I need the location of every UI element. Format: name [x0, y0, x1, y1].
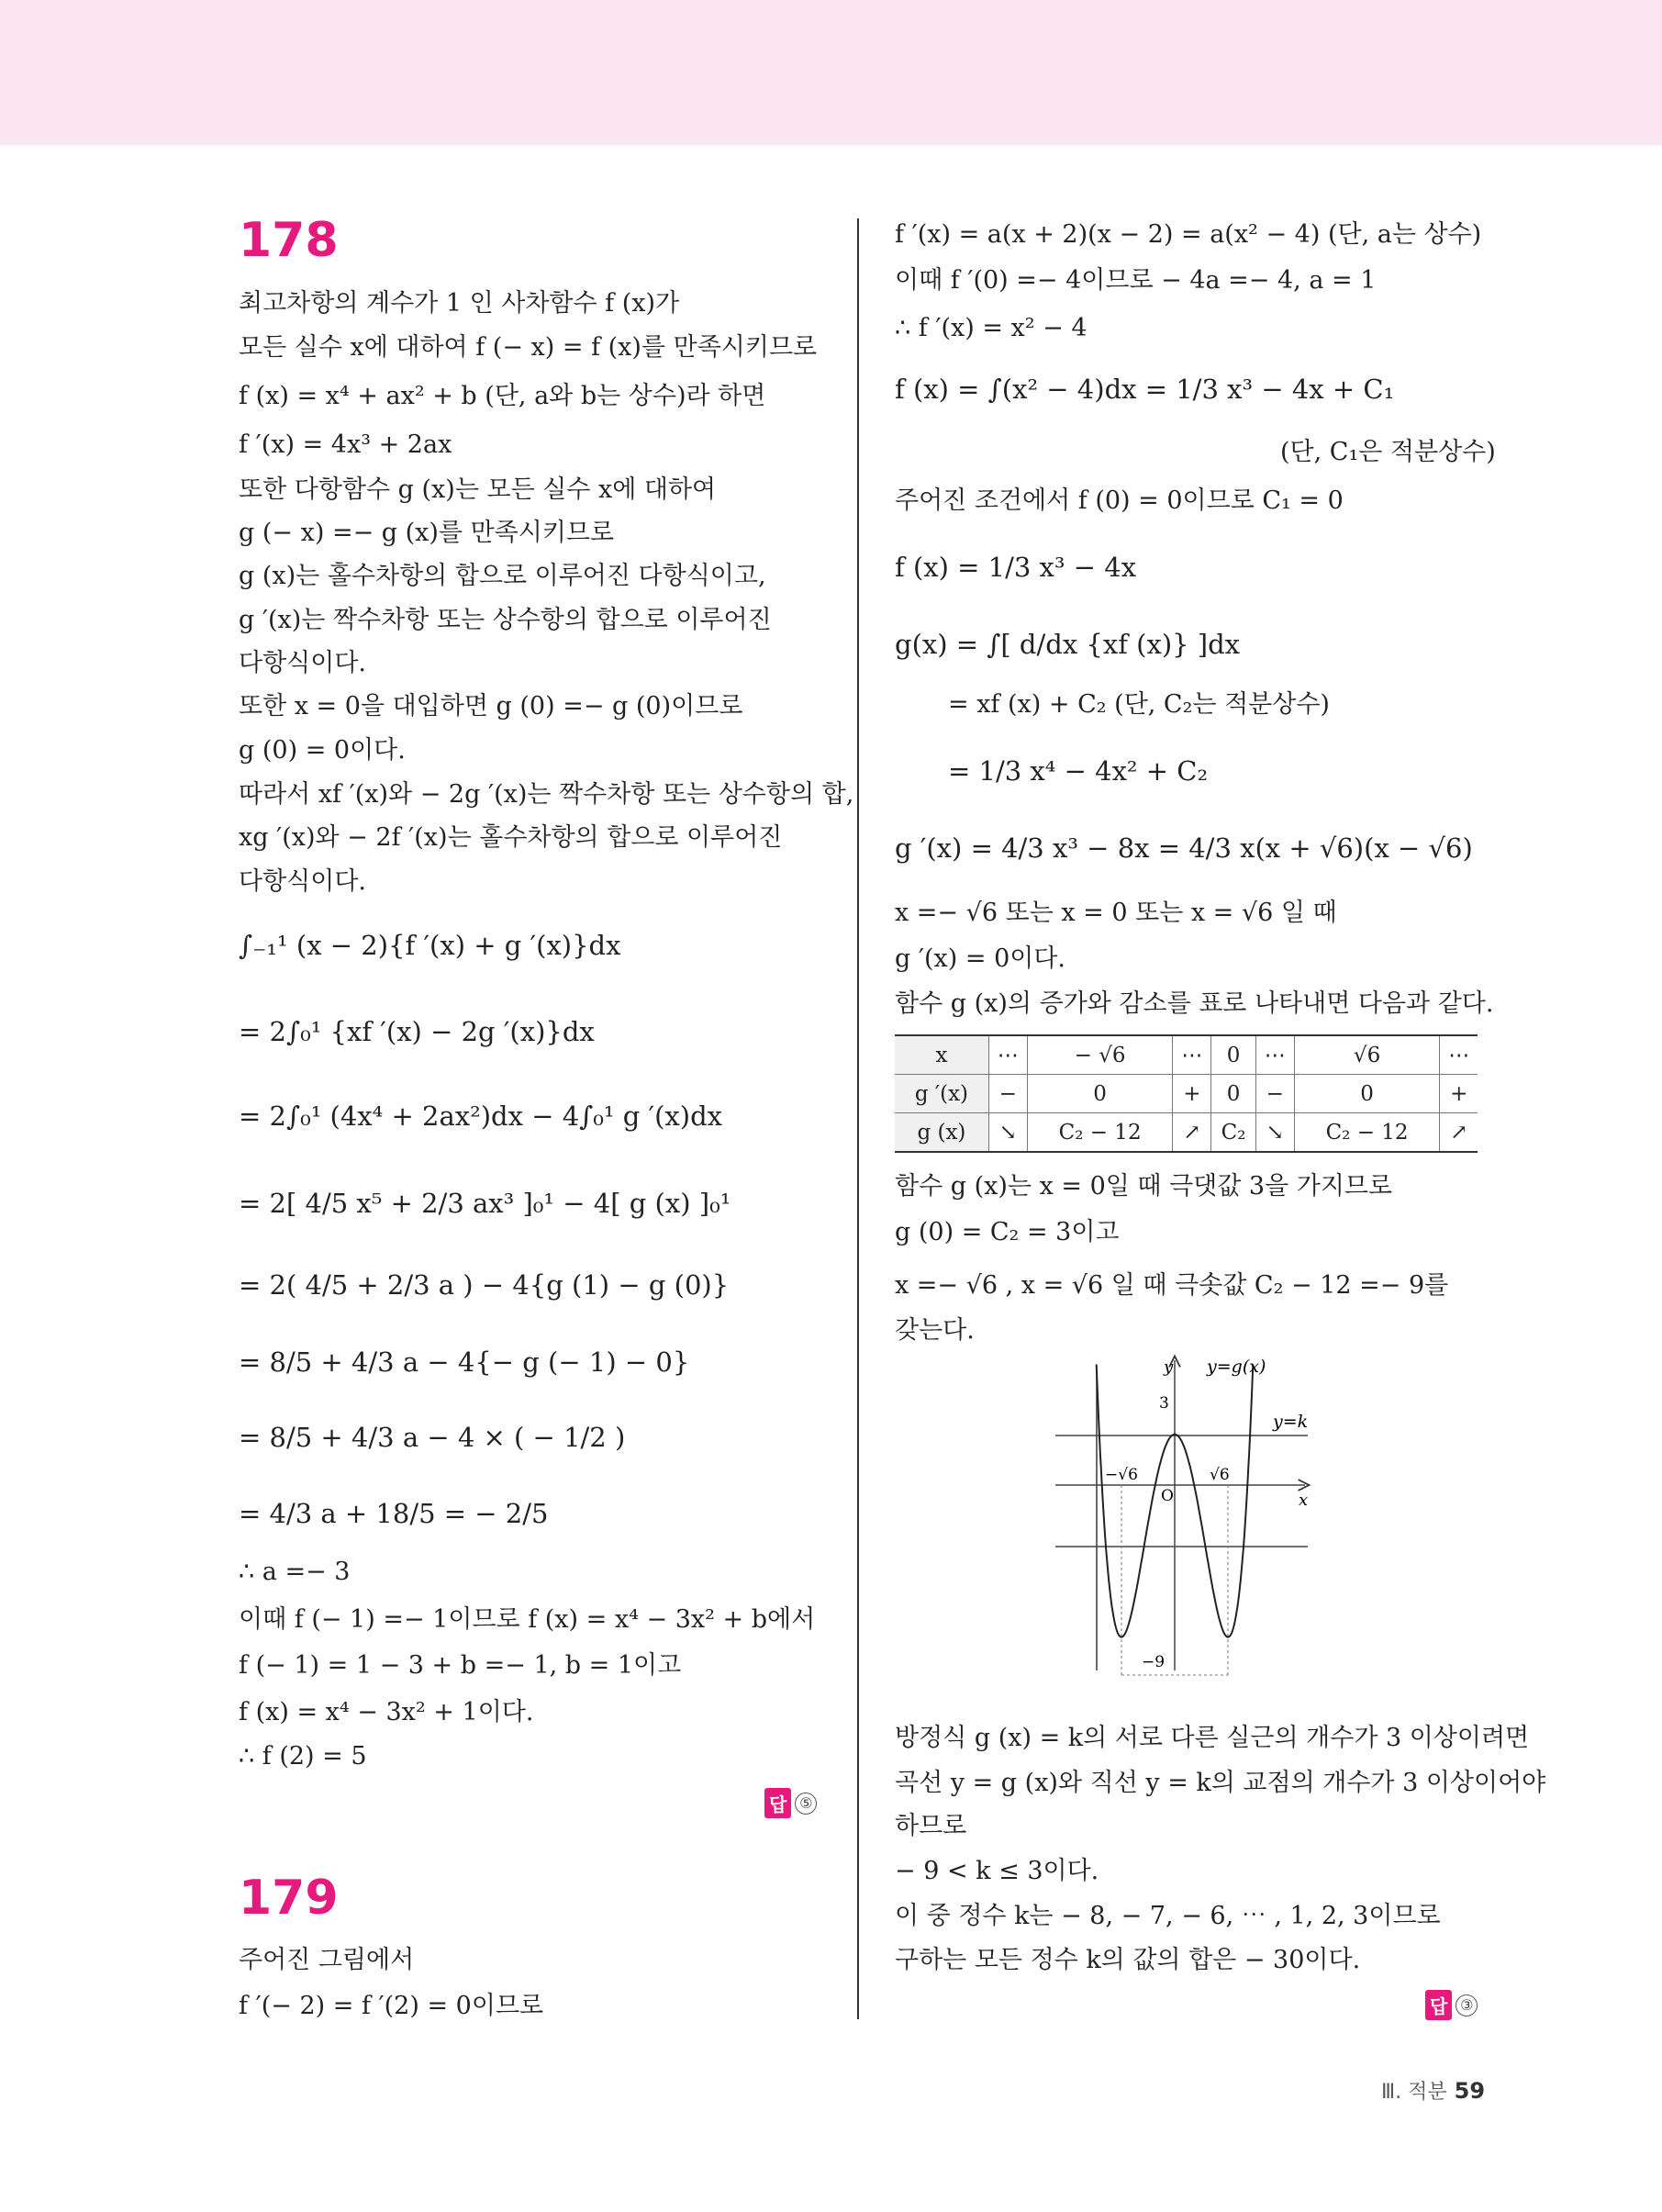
page-footer [1381, 2076, 1485, 2105]
x-axis-label: x [1299, 1491, 1309, 1510]
text-line: f ′(x) = a(x + 2)(x − 2) = a(x² − 4) (단, a는 상수) [895, 220, 1482, 249]
text-line: f (x) = x⁴ − 3x² + 1이다. [239, 1698, 534, 1726]
text-line: ∴ f ′(x) = x² − 4 [895, 314, 1088, 342]
text-line: f (x) = x⁴ + ax² + b (단, a와 b는 상수)라 하면 [239, 382, 766, 410]
table-cell: 0 [1027, 1075, 1173, 1113]
table-cell: ⋯ [1255, 1035, 1294, 1075]
equation-line: = 1/3 x⁴ − 4x² + C₂ [948, 755, 1209, 787]
answer-value: ⑤ [795, 1793, 817, 1815]
answer-badge: 답 [1425, 1990, 1452, 2020]
text-line: = xf (x) + C₂ (단, C₂는 적분상수) [948, 690, 1330, 719]
text-line: 모든 실수 x에 대하여 f (− x) = f (x)를 만족시키므로 [239, 333, 818, 362]
text-line: 따라서 xf ′(x)와 − 2g ′(x)는 짝수차항 또는 상수항의 합, [239, 780, 854, 809]
table-row [895, 1035, 1478, 1075]
function-graph [1046, 1354, 1322, 1684]
text-line: f (− 1) = 1 − 3 + b =− 1, b = 1이고 [239, 1651, 682, 1680]
equation-line: g(x) = ∫[ d/dx {xf (x)} ]dx [895, 629, 1241, 660]
problem-number-179: 179 [239, 1871, 339, 1926]
text-line: 갖는다. [895, 1316, 975, 1345]
text-line: g (− x) =− g (x)를 만족시키므로 [239, 519, 615, 547]
table-cell: − √6 [1027, 1035, 1173, 1075]
table-cell: g (x) [895, 1113, 988, 1153]
equation-line: f (x) = 1/3 x³ − 4x [895, 552, 1137, 583]
equation-line: = 8/5 + 4/3 a − 4{− g (− 1) − 0} [239, 1346, 690, 1378]
text-line: g ′(x)는 짝수차항 또는 상수항의 합으로 이루어진 [239, 606, 772, 634]
equation-line: = 8/5 + 4/3 a − 4 × ( − 1/2 ) [239, 1422, 626, 1453]
pos-root-label: √6 [1210, 1466, 1230, 1484]
table-cell: ⋯ [1173, 1035, 1211, 1075]
table-cell: ↘ [1255, 1113, 1294, 1153]
text-line: 다항식이다. [239, 867, 366, 896]
table-cell: 0 [1211, 1075, 1256, 1113]
equation-line: = 2∫₀¹ {xf ′(x) − 2g ′(x)}dx [239, 1016, 595, 1047]
text-line: ∴ f (2) = 5 [239, 1742, 367, 1771]
text-line: − 9 < k ≤ 3이다. [895, 1857, 1099, 1885]
table-cell: − [988, 1075, 1027, 1113]
text-line: 주어진 조건에서 f (0) = 0이므로 C₁ = 0 [895, 486, 1344, 515]
table-row [895, 1113, 1478, 1153]
text-line: g (0) = C₂ = 3이고 [895, 1218, 1120, 1246]
text-line: g (0) = 0이다. [239, 736, 406, 765]
text-line: 함수 g (x)의 증가와 감소를 표로 나타내면 다음과 같다. [895, 989, 1494, 1018]
equation-line: f (x) = ∫(x² − 4)dx = 1/3 x³ − 4x + C₁ [895, 374, 1395, 405]
text-line: x =− √6 , x = √6 일 때 극솟값 C₂ − 12 =− 9를 [895, 1271, 1449, 1300]
origin-label: O [1161, 1487, 1174, 1505]
text-line: f ′(x) = 4x³ + 2ax [239, 430, 452, 459]
table-cell: + [1173, 1075, 1211, 1113]
increase-decrease-table [895, 1034, 1478, 1153]
table-cell: √6 [1294, 1035, 1440, 1075]
max-label: 3 [1159, 1394, 1169, 1413]
equation-line: ∫₋₁¹ (x − 2){f ′(x) + g ′(x)}dx [239, 930, 621, 961]
text-line: ∴ a =− 3 [239, 1558, 351, 1586]
table-cell: ↗ [1440, 1113, 1478, 1153]
text-line: 이때 f (− 1) =− 1이므로 f (x) = x⁴ − 3x² + b에서 [239, 1605, 816, 1634]
text-line: 최고차항의 계수가 1 인 사차함수 f (x)가 [239, 289, 680, 318]
table-cell: 0 [1211, 1035, 1256, 1075]
line-label: y=k [1273, 1412, 1309, 1432]
text-line: (단, C₁은 적분상수) [1280, 438, 1496, 466]
equation-line: g ′(x) = 4/3 x³ − 8x = 4/3 x(x + √6)(x − √6) [895, 832, 1473, 864]
text-line: 주어진 그림에서 [239, 1946, 415, 1974]
text-line: f ′(− 2) = f ′(2) = 0이므로 [239, 1992, 544, 2020]
table-cell: x [895, 1035, 988, 1075]
text-line: 함수 g (x)는 x = 0일 때 극댓값 3을 가지므로 [895, 1172, 1393, 1201]
table-cell: 0 [1294, 1075, 1440, 1113]
table-cell: C₂ − 12 [1294, 1113, 1440, 1153]
text-line: 곡선 y = g (x)와 직선 y = k의 교점의 개수가 3 이상이어야 [895, 1769, 1546, 1797]
text-line: 또한 다항함수 g (x)는 모든 실수 x에 대하여 [239, 475, 717, 504]
table-cell: C₂ [1211, 1113, 1256, 1153]
text-line: 구하는 모든 정수 k의 값의 합은 − 30이다. [895, 1946, 1361, 1974]
text-line: 이때 f ′(0) =− 4이므로 − 4a =− 4, a = 1 [895, 266, 1377, 295]
neg-root-label: −√6 [1105, 1466, 1138, 1484]
table-cell: ↘ [988, 1113, 1027, 1153]
text-line: 다항식이다. [239, 649, 366, 677]
answer-value: ③ [1456, 1994, 1478, 2016]
table-cell: ↗ [1173, 1113, 1211, 1153]
problem-number-178: 178 [239, 213, 339, 268]
table-cell: ⋯ [1440, 1035, 1478, 1075]
table-cell: + [1440, 1075, 1478, 1113]
curve-label: y=g(x) [1207, 1357, 1266, 1377]
answer-178 [764, 1788, 817, 1818]
page-number: 59 [1454, 2078, 1486, 2104]
text-line: x =− √6 또는 x = 0 또는 x = √6 일 때 [895, 899, 1337, 927]
table-cell: ⋯ [988, 1035, 1027, 1075]
text-line: 하므로 [895, 1812, 967, 1840]
table-cell: − [1255, 1075, 1294, 1113]
column-divider [857, 218, 859, 2019]
answer-badge: 답 [764, 1788, 791, 1818]
table-cell: C₂ − 12 [1027, 1113, 1173, 1153]
equation-line: = 2( 4/5 + 2/3 a ) − 4{g (1) − g (0)} [239, 1269, 730, 1301]
footer-section: Ⅲ. 적분 [1381, 2081, 1447, 2104]
y-axis-label: y [1164, 1357, 1174, 1377]
equation-line: = 2[ 4/5 x⁵ + 2/3 ax³ ]₀¹ − 4[ g (x) ]₀¹ [239, 1188, 731, 1219]
table-cell: g ′(x) [895, 1075, 988, 1113]
answer-179 [1425, 1990, 1478, 2020]
table-row [895, 1075, 1478, 1113]
text-line: 또한 x = 0을 대입하면 g (0) =− g (0)이므로 [239, 692, 743, 721]
min-label: −9 [1142, 1653, 1166, 1671]
equation-line: = 2∫₀¹ (4x⁴ + 2ax²)dx − 4∫₀¹ g ′(x)dx [239, 1100, 723, 1132]
header-band [0, 0, 1662, 145]
text-line: 방정식 g (x) = k의 서로 다른 실근의 개수가 3 이상이려면 [895, 1724, 1530, 1752]
equation-line: = 4/3 a + 18/5 = − 2/5 [239, 1498, 549, 1529]
text-line: g ′(x) = 0이다. [895, 944, 1066, 973]
text-line: 이 중 정수 k는 − 8, − 7, − 6, ⋯ , 1, 2, 3이므로 [895, 1902, 1441, 1930]
text-line: xg ′(x)와 − 2f ′(x)는 홀수차항의 합으로 이루어진 [239, 823, 783, 852]
text-line: g (x)는 홀수차항의 합으로 이루어진 다항식이고, [239, 562, 766, 590]
